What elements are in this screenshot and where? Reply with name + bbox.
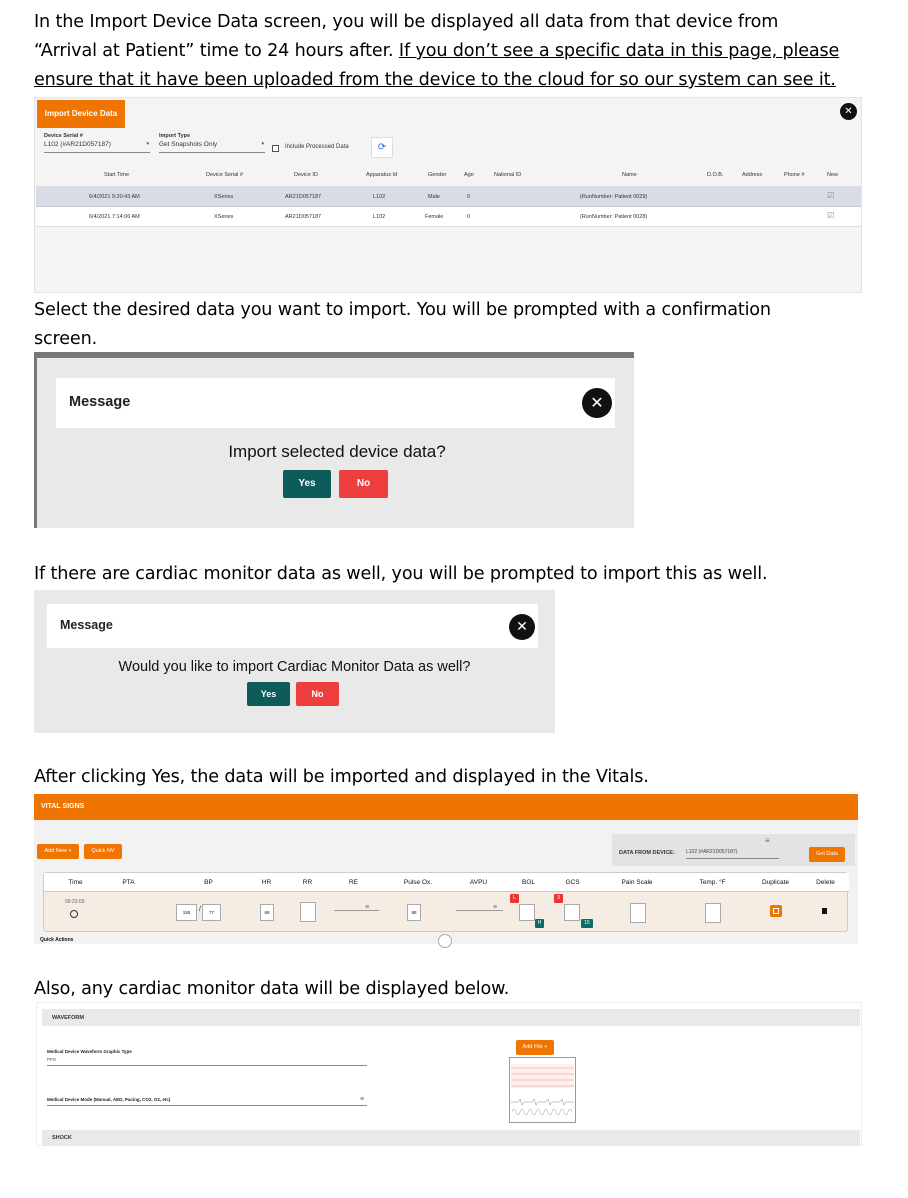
data-from-device-label: DATA FROM DEVICE: <box>619 850 675 856</box>
close-icon[interactable]: ✕ <box>582 388 612 418</box>
import-type-value: Get Snapshots Only <box>159 141 218 148</box>
cardiac-paragraph: If there are cardiac monitor data as well, you will be prompted to import this as well. <box>34 564 768 584</box>
intro-line-2-plain: “Arrival at Patient” time to 24 hours after. <box>34 41 399 61</box>
table-cell: (RunNumber: Patient 0028) <box>580 214 648 220</box>
column-header: GCS <box>565 879 580 886</box>
column-header: New <box>827 172 839 178</box>
column-header: Device ID <box>294 172 318 178</box>
table-cell: XSeries <box>214 194 234 200</box>
new-checkbox[interactable]: ☑ <box>827 191 835 200</box>
waveform-graphic <box>510 1058 575 1122</box>
intro-line-3: ensure that it have been uploaded from the device to the cloud for so our system can see it. <box>34 70 836 90</box>
bp-diastolic-input[interactable]: 77 <box>202 904 221 921</box>
bgl-input[interactable] <box>519 904 535 921</box>
close-icon[interactable]: ✕ <box>840 103 857 120</box>
clock-icon[interactable] <box>70 910 78 918</box>
quick-nv-button[interactable]: Quick NV <box>84 844 122 859</box>
add-new-button[interactable]: Add New + <box>37 844 79 859</box>
table-cell: 6/4/2021 9:20:43 AM <box>89 194 140 200</box>
no-button[interactable]: No <box>296 682 339 706</box>
dialog-question: Import selected device data? <box>228 442 446 461</box>
bp-separator: / <box>199 906 201 913</box>
time-value: 09:23:03 <box>65 899 85 905</box>
device-serial-select[interactable] <box>44 141 150 153</box>
table-cell: 0 <box>467 194 471 200</box>
gcs-low-badge: 3 <box>554 894 563 903</box>
gcs-high-badge: 15 <box>581 919 593 928</box>
waveform-header <box>42 1009 860 1026</box>
cardiac-dialog <box>34 590 555 733</box>
bgl-high-badge: H <box>535 919 544 928</box>
table-row[interactable] <box>36 187 861 207</box>
table-cell: AR21D057187 <box>285 194 322 200</box>
import-device-panel <box>34 97 862 293</box>
intro-line-2-underlined: If you don’t see a specific data in this page, please <box>398 41 840 61</box>
mode-label: Medical Device Mode (Manual, AED, Pacing, CO2, O2, etc) <box>47 1097 171 1102</box>
table-cell: L102 <box>373 194 386 200</box>
dialog-header <box>47 604 538 648</box>
table-cell: XSeries <box>214 214 234 220</box>
waveform-thumbnail[interactable] <box>509 1057 576 1123</box>
table-cell: (RunNumber: Patient 0029) <box>580 194 648 200</box>
import-type-label: Import Type <box>159 133 191 139</box>
dialog-header <box>56 378 615 428</box>
rr-input[interactable] <box>300 902 316 922</box>
pulse-ox-input[interactable]: 98 <box>407 904 421 921</box>
column-header: RE <box>348 879 359 886</box>
column-header: PTA <box>122 879 135 886</box>
column-header: Delete <box>816 879 835 886</box>
confirm-dialog <box>34 352 634 528</box>
import-type-select[interactable] <box>159 141 265 153</box>
select-line-2: screen. <box>34 329 98 349</box>
import-device-tab[interactable]: Import Device Data <box>37 100 125 128</box>
column-header: Duplicate <box>761 879 790 886</box>
table-cell: Male <box>428 194 440 200</box>
column-header: Phone # <box>784 172 805 178</box>
column-header: BGL <box>521 879 535 886</box>
intro-paragraph <box>34 8 894 95</box>
device-serial-label: Device Serial # <box>44 133 83 139</box>
include-processed-checkbox[interactable] <box>272 145 279 152</box>
add-file-button[interactable]: Add File + <box>516 1040 554 1055</box>
close-icon[interactable]: ✕ <box>509 614 535 640</box>
menu-icon: ≡ <box>765 836 770 845</box>
column-header: BP <box>204 879 213 886</box>
new-checkbox[interactable]: ☑ <box>827 211 835 220</box>
table-cell: Female <box>425 214 444 220</box>
device-data-box <box>612 834 855 866</box>
after-paragraph: After clicking Yes, the data will be imported and displayed in the Vitals. <box>34 767 649 787</box>
table-cell: L102 <box>373 214 386 220</box>
column-header: Device Serial # <box>206 172 243 178</box>
shock-header <box>42 1130 860 1146</box>
column-header: Time <box>68 879 83 886</box>
column-header: National ID <box>494 172 522 178</box>
dialog-title: Message <box>60 618 113 632</box>
table-cell: 0 <box>467 214 471 220</box>
column-header: Start Time <box>104 172 130 178</box>
shock-title: SHOCK <box>52 1135 72 1141</box>
column-header: HR <box>261 879 272 886</box>
column-header: Name <box>622 172 637 178</box>
table-cell: AR21D057187 <box>285 214 322 220</box>
intro-line-1: In the Import Device Data screen, you will be displayed all data from that device from <box>34 12 779 32</box>
chevron-down-icon: ▾ <box>261 141 264 147</box>
chevron-down-icon: ▾ <box>146 141 149 147</box>
bp-systolic-input[interactable]: 155 <box>176 904 197 921</box>
table-header <box>36 163 861 187</box>
column-header: Pain Scale <box>621 879 653 886</box>
refresh-button[interactable]: ⟳ <box>371 137 393 158</box>
menu-icon: ≡ <box>360 1096 365 1103</box>
vital-signs-header: VITAL SIGNS <box>34 794 858 820</box>
vital-signs-panel <box>34 794 858 944</box>
table-row[interactable] <box>36 207 861 227</box>
expand-toggle[interactable] <box>438 934 452 948</box>
column-header: Pulse Ox. <box>403 879 433 886</box>
gcs-input[interactable] <box>564 904 580 921</box>
column-header: Age <box>464 172 474 178</box>
column-header: Apparatus Id <box>366 172 398 178</box>
dialog-title: Message <box>69 394 131 410</box>
get-data-button[interactable]: Get Data <box>809 847 845 862</box>
pain-scale-input[interactable] <box>630 903 646 923</box>
bgl-low-badge: L <box>510 894 519 903</box>
select-paragraph <box>34 296 894 354</box>
vitals-table <box>43 872 848 932</box>
hr-input[interactable]: 69 <box>260 904 274 921</box>
waveform-panel <box>36 1002 862 1146</box>
also-paragraph: Also, any cardiac monitor data will be displayed below. <box>34 979 510 999</box>
waveform-title: WAVEFORM <box>52 1015 84 1021</box>
column-header: Temp. °F <box>699 879 726 886</box>
menu-icon: ≡ <box>493 904 498 911</box>
device-select[interactable]: L102 (#AR21D057187) <box>686 846 779 859</box>
menu-icon: ≡ <box>365 904 370 911</box>
no-button[interactable]: No <box>339 470 388 498</box>
select-line-1: Select the desired data you want to import. You will be prompted with a confirmation <box>34 300 771 320</box>
dialog-question: Would you like to import Cardiac Monitor Data as well? <box>118 659 471 675</box>
quick-actions-label: Quick Actions <box>40 937 74 943</box>
temp-input[interactable] <box>705 903 721 923</box>
intro-line-2 <box>34 37 894 66</box>
yes-button[interactable]: Yes <box>247 682 290 706</box>
device-serial-value: L102 (#AR21D057187) <box>44 141 111 148</box>
graphic-type-label: Medical Device Waveform Graphic Type <box>47 1049 132 1054</box>
delete-icon[interactable] <box>822 908 827 914</box>
column-header: Gender <box>428 172 447 178</box>
column-header: Address <box>742 172 763 178</box>
graphic-type-input[interactable]: PPG <box>47 1057 367 1066</box>
column-header: D.O.B. <box>707 172 724 178</box>
mode-select[interactable] <box>47 1105 367 1106</box>
column-header: RR <box>302 879 313 886</box>
column-header: AVPU <box>469 879 488 886</box>
table-cell: 6/4/2021 7:14:06 AM <box>89 214 140 220</box>
yes-button[interactable]: Yes <box>283 470 331 498</box>
duplicate-icon[interactable] <box>770 905 782 917</box>
re-select[interactable] <box>334 910 379 911</box>
include-processed-label: Include Processed Data <box>285 144 349 150</box>
